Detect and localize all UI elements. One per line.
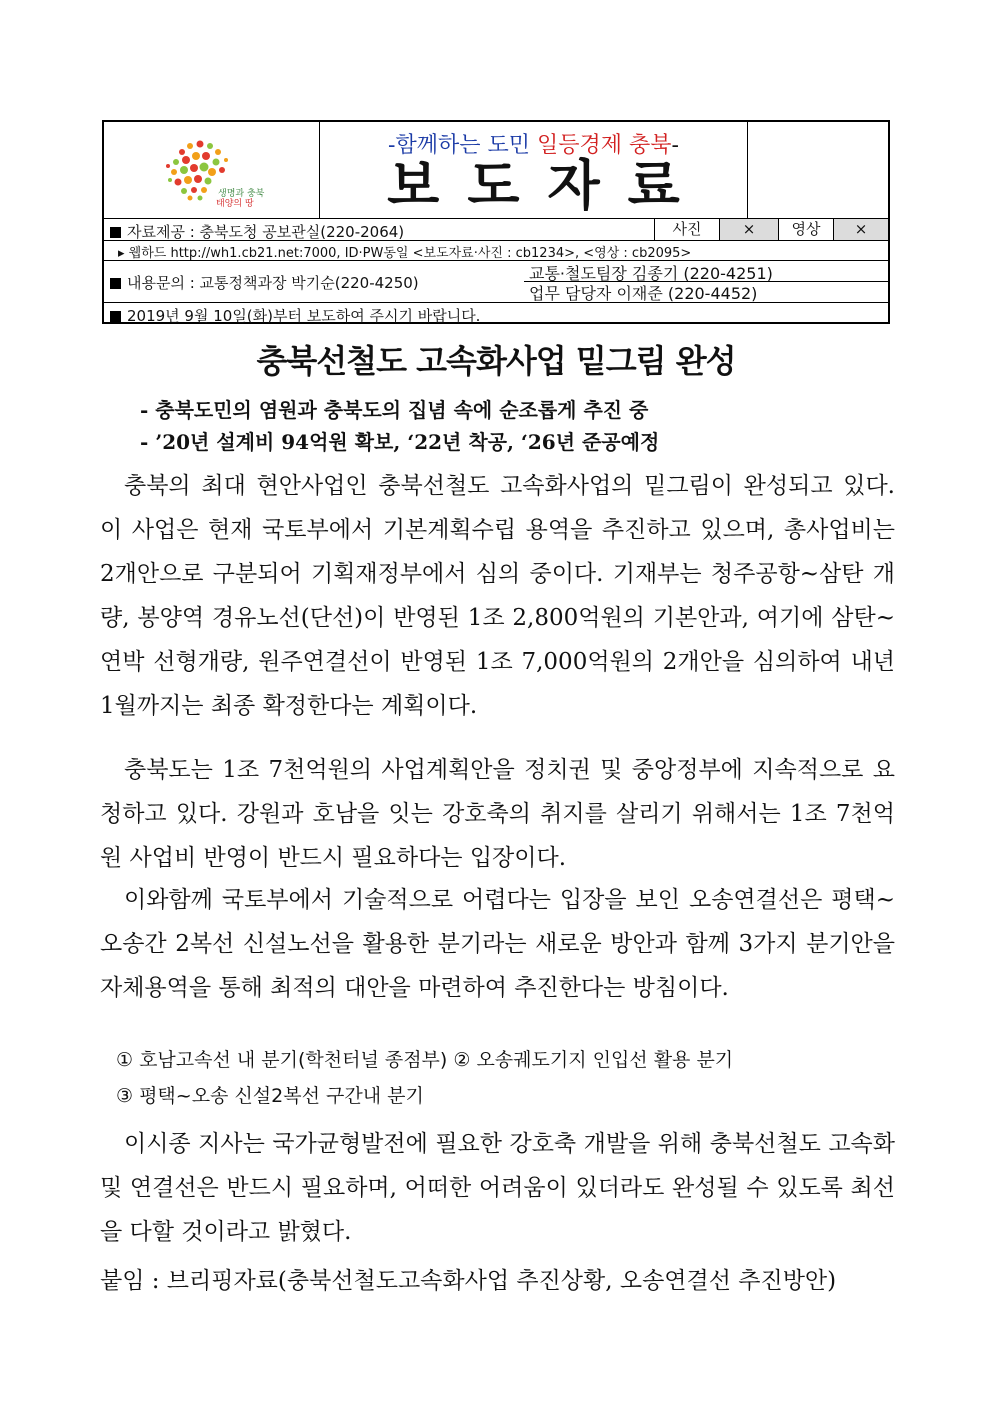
subhead: - ’20년 설계비 94억원 확보, ‘22년 착공, ‘26년 준공예정 xyxy=(140,430,660,454)
square-bullet-icon xyxy=(110,278,121,289)
svg-text:생명과 충북: 생명과 충북 xyxy=(218,189,265,199)
paragraph: 이와함께 국토부에서 기술적으로 어렵다는 입장을 보인 오송연결선은 평택~오송간 2복선 신설노선을 활용한 분기라는 새로운 방안과 함께 3가지 분기안을 자체용역을 통해 최적의 대안을 마련하여 추진한다는 방침이다. xyxy=(100,887,895,1001)
subhead: - 충북도민의 염원과 충북도의 집념 속에 순조롭게 추진 중 xyxy=(140,398,649,422)
release-row xyxy=(104,302,888,324)
chungbuk-logo xyxy=(160,134,270,210)
press-title: 보도자료 xyxy=(387,154,708,217)
slogan-suffix: - xyxy=(671,133,679,158)
logo-cell xyxy=(104,122,320,218)
webhard-row xyxy=(104,240,888,260)
video-value: × xyxy=(834,219,888,240)
svg-text:태양의 땅: 태양의 땅 xyxy=(216,199,254,209)
closing-paragraph: 이시종 지사는 국가균형발전에 필요한 강호축 개발을 위해 충북선철도 고속화 및 연결선은 반드시 필요하며, 어떠한 어려움이 있더라도 완성될 수 있도록 최선을 다할 것이라고 밝혔다. xyxy=(100,1131,895,1245)
press-release-header xyxy=(102,120,890,324)
paragraph: 충북의 최대 현안사업인 충북선철도 고속화사업의 밑그림이 완성되고 있다. 이 사업은 현재 국토부에서 기본계획수립 용역을 추진하고 있으며, 총사업비는 2개안으로 구분되어 기획재정부에서 심의 중이다. 기재부는 청주공항~삼탄 개량, 봉양역 경유노선(단선)이 반영된 1조 2,800억원의 기본안과, 여기에 삼탄~연박 선형개량, 원주연결선이 반영된 1조 7,000억원의 2개안을 심의하여 내년 1월까지는 최종 확정한다는 계획이다. xyxy=(100,473,895,719)
photo-value: × xyxy=(720,219,778,240)
provider-row xyxy=(104,218,888,240)
webhard-text[interactable]: ▸ 웹하드 http://wh1.cb21.net:7000, ID·PW동일 <보도자료·사진 : cb1234>, <영상 : cb2095> xyxy=(118,246,692,261)
slogan-prefix: -함께하는 도민 xyxy=(388,133,537,158)
paragraph: 충북도는 1조 7천억원의 사업계획안을 정치권 및 중앙정부에 지속적으로 요청하고 있다. 강원과 호남을 잇는 강호축의 취지를 살리기 위해서는 1조 7천억원 사업비 반영이 반드시 필요하다는 입장이다. xyxy=(100,757,895,871)
provider-text: 자료제공 : 충북도청 공보관실(220-2064) xyxy=(127,223,405,241)
headline: 충북선철도 고속화사업 밑그림 완성 xyxy=(256,342,736,380)
slogan-highlight: 일등경제 충북 xyxy=(536,133,672,158)
square-bullet-icon xyxy=(110,227,121,238)
contact-text: 내용문의 : 교통정책과장 박기순(220-4250) xyxy=(127,274,419,292)
release-notice: 2019년 9월 10일(화)부터 보도하여 주시기 바랍니다. xyxy=(127,307,481,325)
option-line: ① 호남고속선 내 분기(학천터널 종점부) ② 오송궤도기지 인입선 활용 분기 xyxy=(116,1049,734,1071)
attachment-note: 붙임 : 브리핑자료(충북선철도고속화사업 추진상황, 오송연결선 추진방안) xyxy=(100,1268,837,1294)
team-leader: 교통·철도팀장 김종기 (220-4251) xyxy=(529,264,773,283)
option-line: ③ 평택~오송 신설2복선 구간내 분기 xyxy=(116,1085,424,1107)
square-bullet-icon xyxy=(110,311,121,322)
video-label: 영상 xyxy=(791,220,821,238)
photo-label: 사진 xyxy=(672,220,702,238)
title-cell xyxy=(320,122,748,218)
contact-row xyxy=(104,260,888,302)
staff-contact: 업무 담당자 이재준 (220-4452) xyxy=(529,284,758,303)
